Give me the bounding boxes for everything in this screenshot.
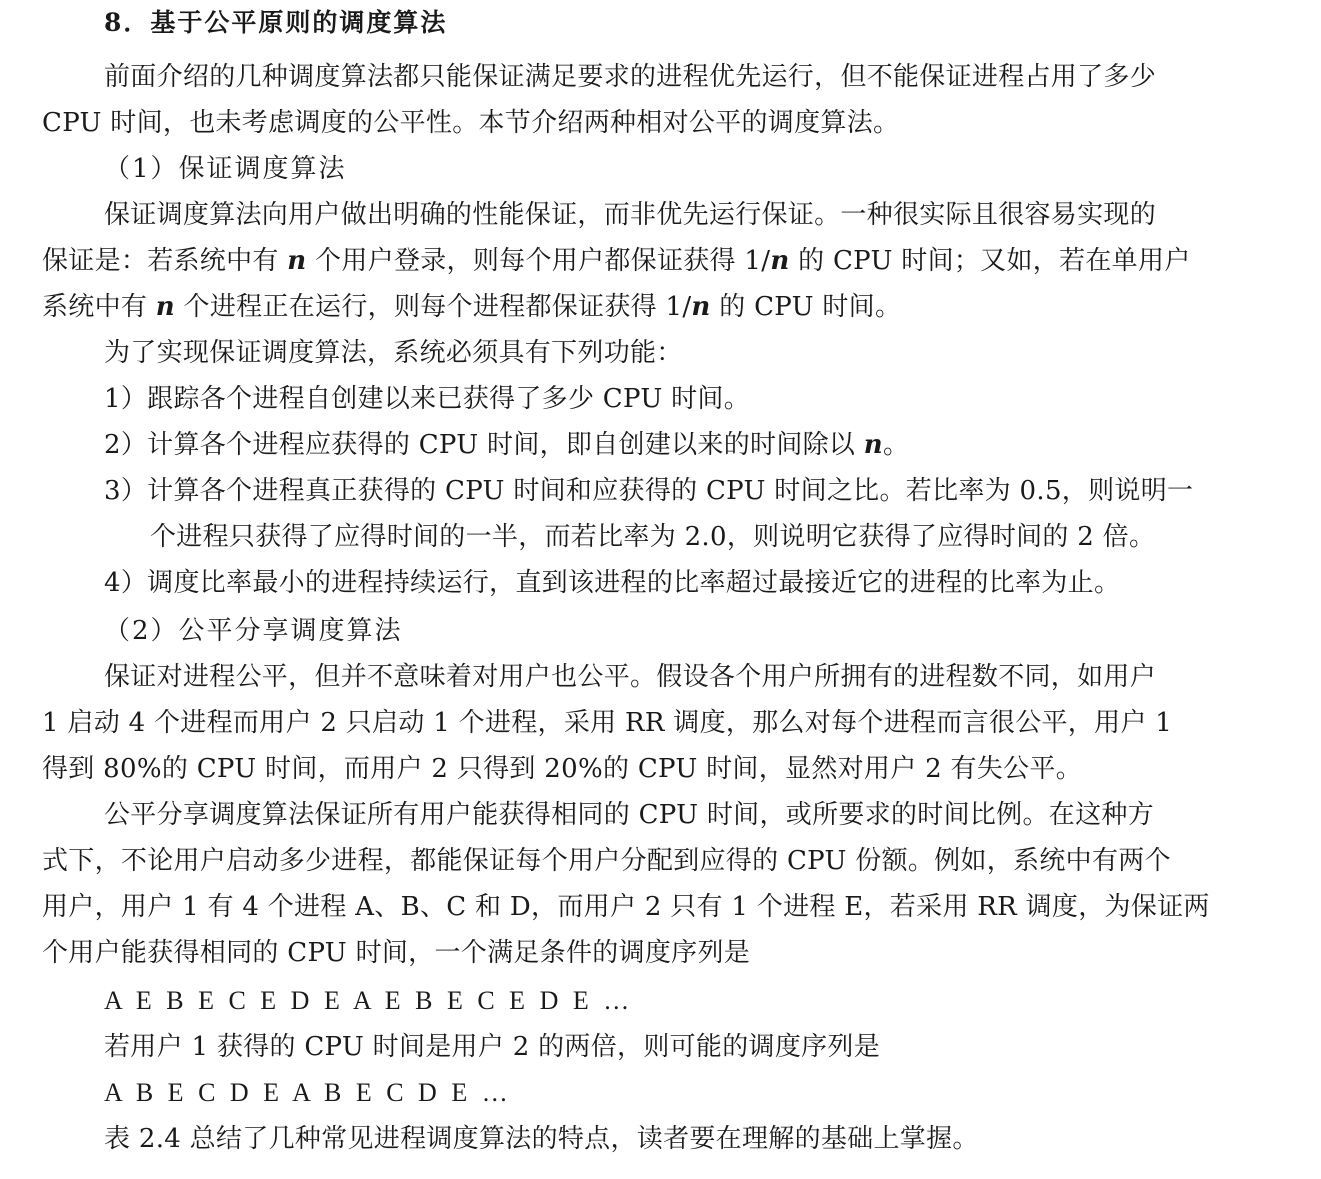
paragraph-line: 若用户 1 获得的 CPU 时间是用户 2 的两倍，则可能的调度序列是 [104, 1032, 881, 1062]
variable-n: n [770, 246, 790, 276]
paragraph-line [42, 241, 1191, 281]
paragraph-line: 公平分享调度算法保证所有用户能获得相同的 CPU 时间，或所要求的时间比例。在这种方 [104, 800, 1154, 830]
subsection-title-guarantee: （1）保证调度算法 [104, 154, 347, 184]
text-run: 个进程正在运行，则每个进程都保证获得 1/ [174, 292, 692, 322]
section-title: 8．基于公平原则的调度算法 [104, 8, 448, 37]
paragraph-line [42, 287, 901, 327]
text-run: 个用户登录，则每个用户都保证获得 1/ [306, 246, 771, 276]
text-run: 的 CPU 时间。 [710, 292, 902, 322]
paragraph-line: 表 2.4 总结了几种常见进程调度算法的特点，读者要在理解的基础上掌握。 [104, 1124, 979, 1154]
paragraph-line: 式下，不论用户启动多少进程，都能保证每个用户分配到应得的 CPU 份额。例如，系统中有两个 [42, 846, 1171, 876]
text-run: 保证是：若系统中有 [42, 246, 288, 276]
schedule-sequence-equal: A E B E C E D E A E B E C E D E … [104, 986, 634, 1015]
variable-n: n [691, 292, 711, 322]
paragraph-line: 得到 80%的 CPU 时间，而用户 2 只得到 20%的 CPU 时间，显然对用户 2 有失公平。 [42, 754, 1082, 784]
paragraph-line: 个用户能获得相同的 CPU 时间，一个满足条件的调度序列是 [42, 938, 751, 968]
variable-n: n [863, 430, 883, 460]
paragraph-line: 保证对进程公平，但并不意味着对用户也公平。假设各个用户所拥有的进程数不同，如用户 [104, 662, 1157, 692]
paragraph-line: 保证调度算法向用户做出明确的性能保证，而非优先运行保证。一种很实际且很容易实现的 [104, 200, 1157, 230]
list-item [104, 425, 909, 465]
text-run: 。 [883, 430, 910, 460]
paragraph-line: 1 启动 4 个进程而用户 2 只启动 1 个进程，采用 RR 调度，那么对每个进程而言很公平，用户 1 [42, 708, 1173, 738]
text-run: 2）计算各个进程应获得的 CPU 时间，即自创建以来的时间除以 [104, 430, 864, 460]
list-item-continuation: 个进程只获得了应得时间的一半，而若比率为 2.0，则说明它获得了应得时间的 2 倍。 [150, 522, 1156, 552]
subsection-title-fair-share: （2）公平分享调度算法 [104, 616, 403, 646]
paragraph-line: 前面介绍的几种调度算法都只能保证满足要求的进程优先运行，但不能保证进程占用了多少 [104, 62, 1157, 92]
paragraph-line: 为了实现保证调度算法，系统必须具有下列功能： [104, 338, 683, 368]
list-item: 4）调度比率最小的进程持续运行，直到该进程的比率超过最接近它的进程的比率为止。 [104, 568, 1121, 598]
text-run: 系统中有 [42, 292, 156, 322]
list-item: 3）计算各个进程真正获得的 CPU 时间和应获得的 CPU 时间之比。若比率为 0.5，则说明一 [104, 476, 1194, 506]
text-run: 的 CPU 时间；又如，若在单用户 [789, 246, 1191, 276]
variable-n: n [155, 292, 175, 322]
schedule-sequence-double: A B E C D E A B E C D E … [104, 1078, 512, 1107]
variable-n: n [287, 246, 307, 276]
paragraph-line: 用户，用户 1 有 4 个进程 A、B、C 和 D，而用户 2 只有 1 个进程 E，若采用 RR 调度，为保证两 [42, 892, 1210, 922]
list-item: 1）跟踪各个进程自创建以来已获得了多少 CPU 时间。 [104, 384, 751, 414]
paragraph-line: CPU 时间，也未考虑调度的公平性。本节介绍两种相对公平的调度算法。 [42, 108, 900, 138]
